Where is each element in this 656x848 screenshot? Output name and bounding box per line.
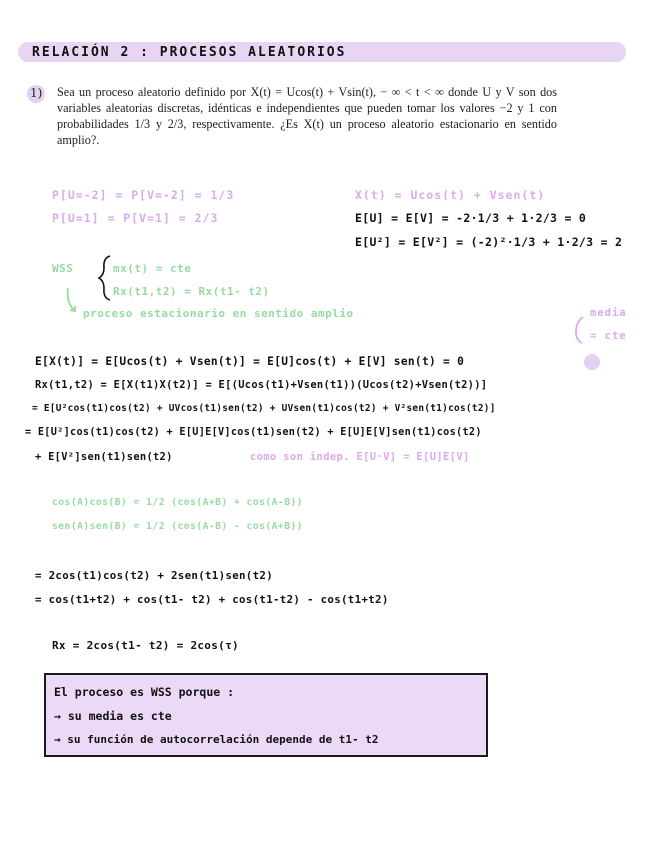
conclusion-line-2: → su media es cte bbox=[54, 709, 172, 723]
wss-condition-mean: mx(t) = cte bbox=[113, 262, 192, 275]
result-line-1: = 2cos(t1)cos(t2) + 2sen(t1)sen(t2) bbox=[35, 569, 274, 582]
expectation-u-squared: E[U²] = E[V²] = (-2)²·1/3 + 1·2/3 = 2 bbox=[355, 235, 623, 249]
result-line-2: = cos(t1+t2) + cos(t1- t2) + cos(t1-t2) - cos(t1+t2) bbox=[35, 593, 389, 606]
wss-arrow-icon bbox=[68, 288, 74, 310]
wss-definition-text: proceso estacionario en sentido amplio bbox=[83, 307, 354, 320]
media-bracket-icon bbox=[576, 317, 583, 343]
expectation-u: E[U] = E[V] = -2·1/3 + 1·2/3 = 0 bbox=[355, 211, 587, 225]
identity-cos-cos: cos(A)cos(B) = 1/2 (cos(A+B) + cos(A-B)) bbox=[52, 497, 304, 508]
autocorrelation-line-3: = E[U²]cos(t1)cos(t2) + E[U]E[V]cos(t1)sen(t2) + E[U]E[V]sen(t1)cos(t2) bbox=[25, 427, 482, 438]
wss-brace-icon bbox=[99, 256, 110, 300]
autocorrelation-line-1: Rx(t1,t2) = E[X(t1)X(t2)] = E[(Ucos(t1)+Vsen(t1))(Ucos(t2)+Vsen(t2))] bbox=[35, 379, 488, 391]
identity-sen-sen: sen(A)sen(B) = 1/2 (cos(A-B) - cos(A+B)) bbox=[52, 521, 304, 532]
problem-number: 1) bbox=[30, 86, 43, 100]
mean-calculation: E[X(t)] = E[Ucos(t) + Vsen(t)] = E[U]cos(t) + E[V] sen(t) = 0 bbox=[35, 355, 465, 368]
wss-condition-autocorrelation: Rx(t1,t2) = Rx(t1- t2) bbox=[113, 285, 270, 298]
independence-note: como son indep. E[U·V] = E[U]E[V] bbox=[250, 451, 470, 463]
zero-highlight-icon bbox=[584, 354, 600, 370]
wss-label: WSS bbox=[52, 262, 74, 275]
conclusion-line-1: El proceso es WSS porque : bbox=[54, 685, 235, 699]
autocorrelation-final: Rx = 2cos(t1- t2) = 2cos(τ) bbox=[52, 639, 239, 652]
media-note-1: media bbox=[590, 307, 627, 319]
problem-statement: Sea un proceso aleatorio definido por X(t) = Ucos(t) + Vsin(t), − ∞ < t < ∞ donde U y V son dos variables aleatorias discretas, idénticas e independientes que pueden tomar los valores −2 y 1 con probabilidades 1/3 y 2/3, respectivamente. ¿Es X(t) un proceso aleatorio estacionario en sentido amplio?. bbox=[57, 85, 557, 147]
autocorrelation-line-2: = E[U²cos(t1)cos(t2) + UVcos(t1)sen(t2) + UVsen(t1)cos(t2) + V²sen(t1)cos(t2)] bbox=[32, 403, 496, 414]
autocorrelation-line-4: + E[V²]sen(t1)sen(t2) bbox=[35, 451, 173, 463]
process-definition: X(t) = Ucos(t) + Vsen(t) bbox=[355, 188, 546, 202]
page-title: RELACIÓN 2 : PROCESOS ALEATORIOS bbox=[32, 45, 347, 60]
probability-line-1: P[U=-2] = P[V=-2] = 1/3 bbox=[52, 188, 235, 202]
probability-line-2: P[U=1] = P[V=1] = 2/3 bbox=[52, 211, 219, 225]
media-note-2: = cte bbox=[590, 330, 627, 342]
conclusion-line-3: → su función de autocorrelación depende de t1- t2 bbox=[54, 733, 379, 746]
